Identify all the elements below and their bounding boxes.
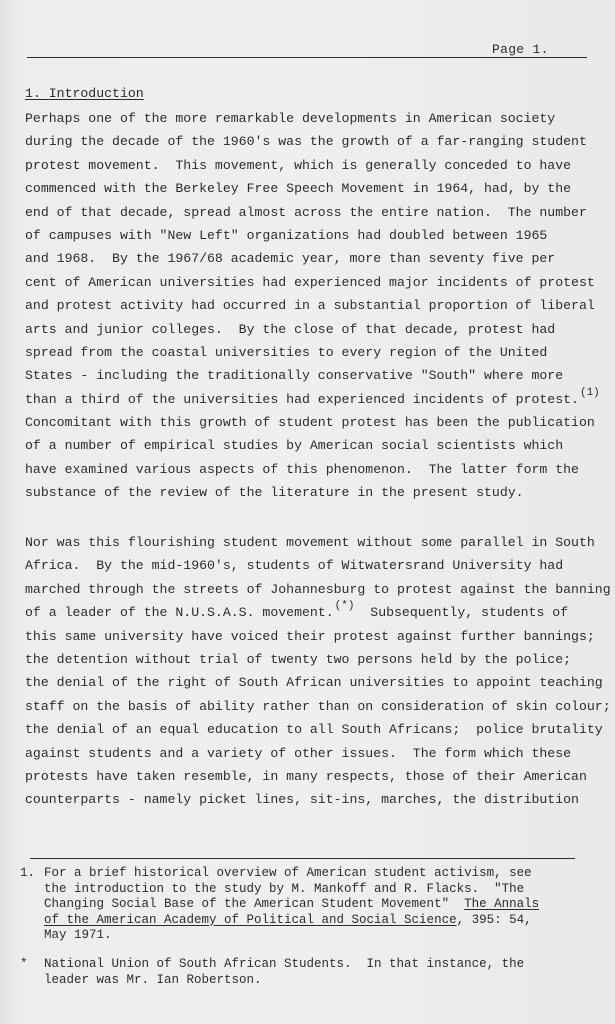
text-line: arts and junior colleges. By the close of that decade, protest had (25, 321, 556, 337)
paragraph-1 (25, 107, 600, 505)
footnote-line (44, 913, 539, 929)
text-line: and 1968. By the 1967/68 academic year, more than seventy five per (25, 251, 556, 267)
footnote-line: May 1971. (44, 928, 112, 942)
footnote-line: the introduction to the study by M. Mankoff and R. Flacks. "The (44, 881, 525, 896)
footnote-rule (30, 858, 575, 859)
page-number: Page 1. (492, 42, 549, 57)
text-line: States - including the traditionally conservative "South" where more (25, 368, 564, 384)
text-line: Africa. By the mid-1960's, students of Witwatersrand University had (25, 558, 564, 574)
text-line: the denial of the right of South African universities to appoint teaching (25, 675, 603, 691)
text-line: have examined various aspects of this phenomenon. The latter form the (25, 461, 579, 477)
footnote-ref-star: (*) (334, 600, 355, 613)
text-line: counterparts - namely picket lines, sit-ins, marches, the distribution (25, 792, 579, 808)
footnote-line: For a brief historical overview of American student activism, see (44, 866, 532, 880)
text-line-with-footnote-ref (25, 601, 595, 624)
footnote-ref-1: (1) (579, 386, 600, 399)
footnote-marker: * (20, 957, 28, 971)
text-span: Subsequently, students of (354, 605, 569, 621)
text-line: cent of American universities had experienced major incidents of protest (25, 274, 595, 290)
journal-title-part: of the American Academy of Political and Social Science (44, 912, 457, 927)
section-heading: 1. Introduction (25, 86, 144, 101)
footnote-text (44, 957, 524, 988)
text-span: than a third of the universities had experienced incidents of protest. (25, 391, 579, 407)
footnote-text (44, 866, 539, 944)
text-span: of a leader of the N.U.S.A.S. movement. (25, 605, 334, 621)
text-line: and protest activity had occurred in a substantial proportion of liberal (25, 298, 595, 314)
footnote-line: National Union of South African Students. In that instance, the (44, 957, 525, 971)
text-span: , 395: 54, (456, 912, 532, 927)
text-line: spread from the coastal universities to every region of the United (25, 344, 548, 360)
text-line: substance of the review of the literature in the present study. (25, 485, 524, 501)
text-line: of a number of empirical studies by American social scientists which (25, 438, 564, 454)
footnote-marker: 1. (20, 866, 36, 880)
text-line: end of that decade, spread almost across the entire nation. The number (25, 204, 587, 220)
header-rule (27, 57, 587, 58)
text-line: during the decade of the 1960's was the growth of a far-ranging student (25, 134, 587, 150)
text-line: this same university have voiced their protest against further bannings; (25, 628, 595, 644)
text-line: protest movement. This movement, which is generally conceded to have (25, 157, 572, 173)
text-line: Perhaps one of the more remarkable developments in American society (25, 111, 556, 126)
footnote-line (44, 897, 539, 913)
text-line: of campuses with "New Left" organizations had doubled between 1965 (25, 227, 548, 243)
text-line: the denial of an equal education to all South Africans; police brutality (25, 722, 603, 738)
text-line: Nor was this flourishing student movement without some parallel in South (25, 535, 595, 550)
text-line: the detention without trial of twenty two persons held by the police; (25, 651, 572, 667)
footnote-line: leader was Mr. Ian Robertson. (44, 972, 262, 987)
text-line: against students and a variety of other issues. The form which these (25, 745, 572, 761)
text-line: marched through the streets of Johannesburg to protest against the banning (25, 581, 611, 597)
journal-title-part: The Annals (464, 897, 540, 911)
paragraph-2 (25, 531, 611, 812)
text-line: staff on the basis of ability rather than on consideration of skin colour; (25, 698, 611, 714)
footnote-1 (20, 866, 580, 946)
text-line: Concomitant with this growth of student protest has been the publication (25, 415, 595, 431)
text-line: protests have taken resemble, in many respects, those of their American (25, 768, 587, 784)
text-line-with-footnote-ref (25, 386, 600, 411)
footnote-star (20, 957, 580, 991)
text-line: commenced with the Berkeley Free Speech Movement in 1964, had, by the (25, 181, 572, 197)
text-span: Changing Social Base of the American Student Movement" (44, 897, 465, 911)
